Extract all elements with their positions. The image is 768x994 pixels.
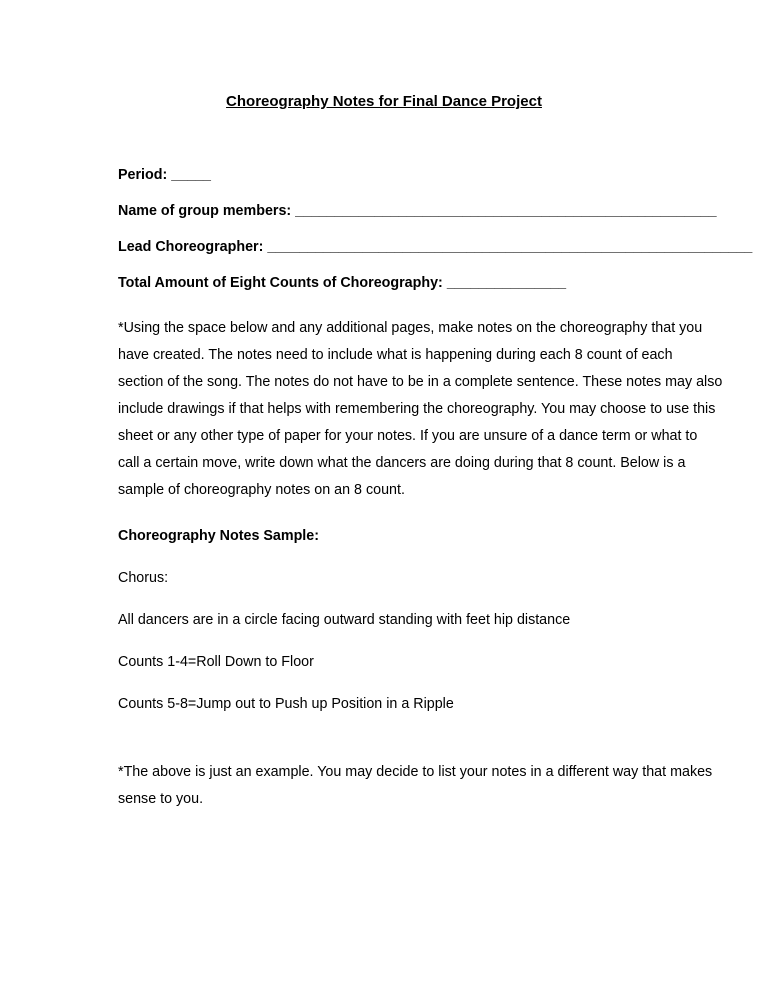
lead-blank: _____________________________________________________________ [267, 239, 753, 255]
footer-line: *The above is just an example. You may decide to list your notes in a different way that makes [118, 764, 713, 780]
page-title: Choreography Notes for Final Dance Project [226, 93, 542, 110]
instructions-line: call a certain move, write down what the dancers are doing during that 8 count. Below is a [118, 455, 686, 471]
instructions-line: have created. The notes need to include what is happening during each 8 count of each [118, 347, 673, 363]
footer-line: sense to you. [118, 791, 204, 807]
total-field [118, 274, 567, 292]
instructions-line: section of the song. The notes do not have to be in a complete sentence. These notes may also [118, 374, 723, 390]
sample-counts-1-4: Counts 1-4=Roll Down to Floor [118, 654, 314, 670]
members-field [118, 202, 717, 220]
sample-setup: All dancers are in a circle facing outward standing with feet hip distance [118, 612, 571, 628]
period-field [118, 166, 212, 184]
instructions-line: include drawings if that helps with remembering the choreography. You may choose to use this [118, 401, 716, 417]
lead-label: Lead Choreographer: [118, 239, 264, 255]
lead-field [118, 238, 753, 256]
period-blank: _____ [171, 167, 212, 183]
instructions-line: sheet or any other type of paper for your notes. If you are unsure of a dance term or what to [118, 428, 698, 444]
instructions-line: sample of choreography notes on an 8 count. [118, 482, 405, 498]
period-label: Period: [118, 167, 168, 183]
instructions-line: *Using the space below and any additional pages, make notes on the choreography that you [118, 320, 703, 336]
total-blank: _______________ [446, 275, 567, 291]
sample-section: Chorus: [118, 570, 169, 586]
sample-heading: Choreography Notes Sample: [118, 528, 319, 544]
members-blank: _____________________________________________________ [295, 203, 717, 219]
members-label: Name of group members: [118, 203, 292, 219]
total-label: Total Amount of Eight Counts of Choreography: [118, 275, 443, 291]
sample-counts-5-8: Counts 5-8=Jump out to Push up Position in a Ripple [118, 696, 454, 712]
